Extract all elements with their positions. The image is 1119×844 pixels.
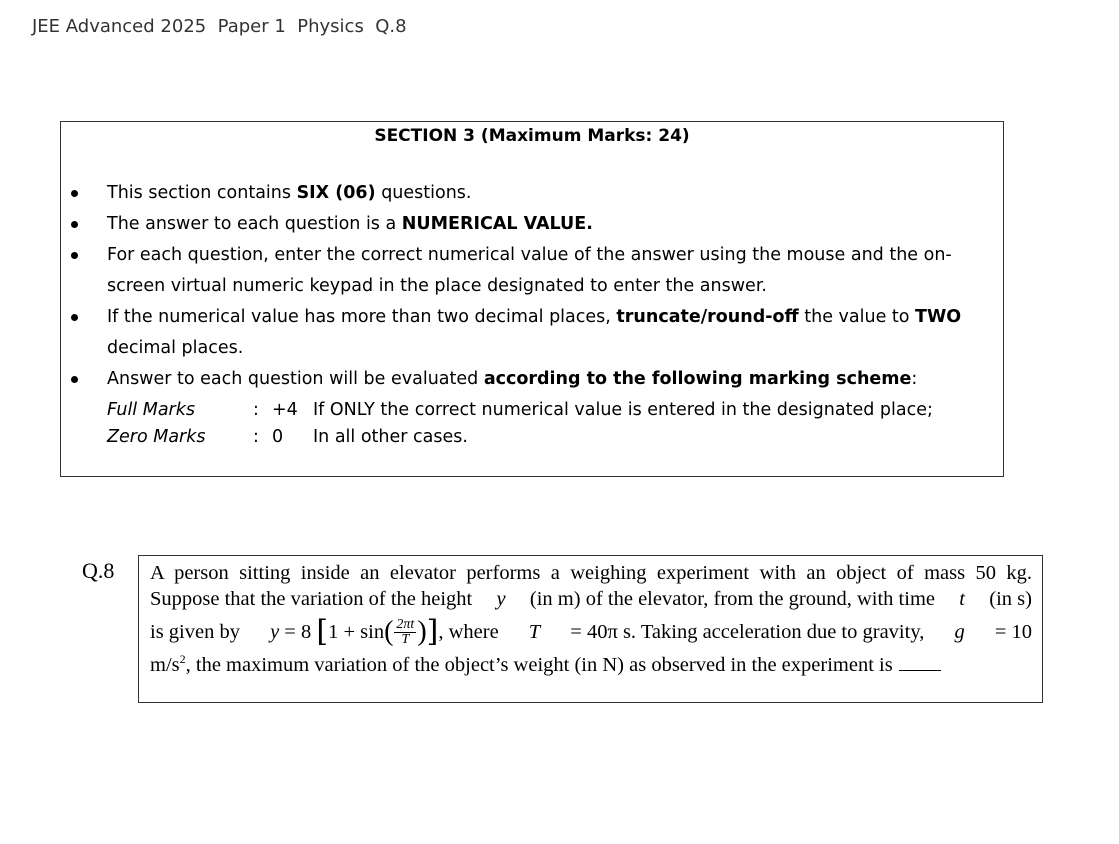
question-text: Suppose that the variation of the height [150, 588, 473, 610]
section-instructions-box [60, 121, 1004, 477]
instruction-list [61, 178, 1003, 395]
question-text: = 40π s. Taking acceleration due to gravity, [570, 621, 925, 643]
marks-label: Zero Marks [107, 427, 206, 447]
instruction-text: The answer to each question is a [107, 214, 402, 234]
question-line-1 [150, 560, 1032, 586]
fraction-numerator: 2πt [396, 616, 415, 632]
bullet-icon [71, 376, 78, 383]
question-number: Q.8 [82, 558, 115, 583]
question-line-4 [150, 652, 1032, 678]
marks-label: Full Marks [107, 400, 196, 420]
instruction-emphasis: SIX (06) [296, 183, 376, 203]
bracket-open: [ [316, 614, 329, 649]
instruction-text: Answer to each question will be evaluated [107, 369, 484, 389]
variable-T: T [528, 621, 541, 643]
instruction-item [61, 364, 1003, 395]
bullet-icon [71, 221, 78, 228]
instruction-text: questions. [375, 183, 472, 203]
equation-text: 1 + sin [328, 621, 385, 643]
instruction-emphasis: truncate/round-off [616, 307, 799, 327]
instruction-text: the value to [798, 307, 916, 327]
bullet-icon [71, 190, 78, 197]
marks-value: 0 [272, 427, 284, 447]
equation-text: = 8 [284, 621, 312, 643]
question-text: m/s [150, 654, 180, 676]
fraction-denominator: T [401, 631, 410, 647]
height-equation [270, 614, 499, 649]
superscript: 2 [179, 652, 186, 667]
question-text: , the maximum variation of the object’s weight (in N) as observed in the experiment is [185, 654, 893, 676]
question-line-2 [150, 586, 1032, 612]
instruction-text: This section contains [107, 183, 297, 203]
marks-colon: : [253, 427, 259, 447]
variable-g: g [954, 621, 965, 643]
variable-t: t [959, 588, 965, 610]
marks-description: If ONLY the correct numerical value is entered in the designated place; [313, 400, 933, 420]
bullet-icon [71, 314, 78, 321]
paren-close: ) [417, 616, 427, 647]
marks-value: +4 [272, 400, 298, 420]
question-line-3 [150, 612, 1032, 652]
instruction-emphasis: NUMERICAL VALUE. [401, 214, 593, 234]
bracket-close: ] [426, 614, 439, 649]
instruction-text: : [911, 369, 918, 389]
marking-row-full [107, 400, 987, 427]
marks-description: In all other cases. [313, 427, 468, 447]
question-text: is given by [150, 621, 240, 643]
question-text: (in s) [989, 588, 1032, 610]
question-box [138, 555, 1043, 703]
question-text: (in m) of the elevator, from the ground, with time [529, 588, 935, 610]
question-text: A person sitting inside an elevator performs a weighing experiment with an object of mass 50 kg. [150, 562, 1032, 584]
answer-blank [899, 652, 941, 671]
instruction-emphasis: according to the following marking scheme [483, 369, 912, 389]
paren-open: ( [384, 616, 394, 647]
instruction-item [61, 302, 1003, 364]
instruction-item [61, 209, 1003, 240]
fraction [394, 618, 416, 647]
bullet-icon [71, 252, 78, 259]
instruction-text: decimal places. [107, 338, 244, 358]
instruction-text: If the numerical value has more than two decimal places, [107, 307, 617, 327]
marking-scheme [107, 400, 987, 454]
marking-row-zero [107, 427, 987, 454]
variable-y: y [496, 588, 506, 610]
instruction-emphasis: TWO [915, 307, 962, 327]
instruction-item [61, 240, 1003, 302]
page-header: JEE Advanced 2025 Paper 1 Physics Q.8 [32, 16, 407, 37]
marks-colon: : [253, 400, 259, 420]
question-text: = 10 [994, 621, 1032, 643]
variable-y: y [270, 621, 280, 643]
section-title: SECTION 3 (Maximum Marks: 24) [374, 126, 690, 146]
question-text: , where [438, 621, 499, 643]
instruction-text: For each question, enter the correct numerical value of the answer using the mouse and the on-screen virtual numeric keypad in the place designated to enter the answer. [107, 245, 952, 296]
instruction-item [61, 178, 1003, 209]
